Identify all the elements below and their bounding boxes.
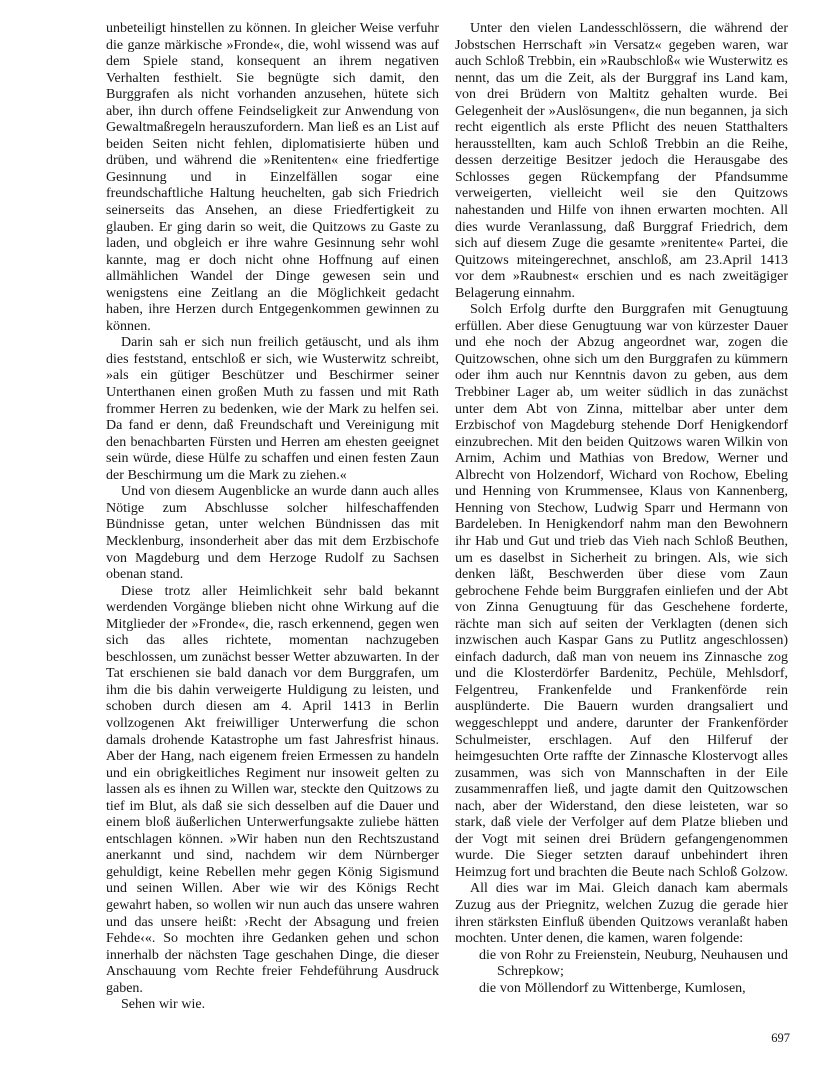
fehde-ally-list-item: die von Rohr zu Freienstein, Neuburg, Neuhausen und Schrepkow; xyxy=(479,947,788,980)
paragraph: All dies war im Mai. Gleich danach kam abermals Zuzug aus der Priegnitz, welchen Zuzug die gerade hier ihren stärksten Einfluß übenden Quitzows veranlaßt haben mochten. Unter denen, die kamen, waren folgende: xyxy=(455,881,788,947)
fehde-ally-list-item: die von Möllendorf zu Wittenberge, Kumlosen, xyxy=(479,980,746,996)
paragraph: Sehen wir wie. xyxy=(121,997,206,1013)
text-columns xyxy=(106,21,788,1014)
text-column-left xyxy=(106,21,439,1014)
paragraph: Diese trotz aller Heimlichkeit sehr bald bekannt werdenden Vorgänge blieben nicht ohne Wirkung auf die Mitglieder der »Fronde«, die, rasch erkennend, gegen wen sich das alles richtete, momentan nachzugeben beschlossen, um zunächst besser Wetter abzuwarten. In der Tat erschienen sie bald danach vor dem Burggrafen, um ihm die bis dahin verweigerte Huldigung zu leisten, und schoben durch diesen am 4. April 1413 in Berlin vollzogenen Akt freiwilliger Unterwerfung die schon damals drohende Katastrophe um fast Jahresfrist hinaus. Aber der Hang, nach eigenem freien Ermessen zu handeln und ein obrigkeitliches Regiment nur insoweit gelten zu lassen als es ihnen zu Willen war, steckte den Quitzows zu tief im Blut, als daß sie sich desselben auf die Dauer und einem bloß äußerlichen Unterwerfungsakte zuliebe hätten entschlagen können. »Wir haben nun den Rechtszustand anerkannt und sind, nachdem wir dem Nürnberger gehuldigt, keine Rebellen mehr gegen König Sigismund und seinen Willen. Aber wie wir des Königs Recht gewahrt haben, so wollen wir nun auch das unsere wahren und das unsere heißt: ›Recht der Absagung und freien Fehde‹«. So mochten ihre Gedanken gehen und schon innerhalb der nächsten Tage geschahen Dinge, die dieser Anschauung vom Rechte freier Fehdeführung Ausdruck gaben. xyxy=(106,583,439,996)
paragraph: Darin sah er sich nun freilich getäuscht, und als ihm dies feststand, entschloß er sich, wie Wusterwitz schreibt, »als ein gütiger Beschützer und Beschirmer seiner Unterthanen einen großen Muth zu fassen und mit Rath frommer Herren zu bedenken, wie der Mark zu helfen sei. Da fand er denn, daß Freundschaft und Vereinigung mit den benachbarten Fürsten und Herren am ehesten geeignet sein würde, diese Hülfe zu schaffen und einen festen Zaun der Beschirmung um die Mark zu ziehen.« xyxy=(106,335,439,483)
paragraph: Unter den vielen Landesschlössern, die während der Jobstschen Herrschaft »in Versatz« gegeben waren, war auch Schloß Trebbin, ein »Raubschloß« wie Wusterwitz es nennt, das um die Zeit, als der Burggraf ins Land kam, von drei Brüdern von Maltitz gehalten wurde. Bei Gelegenheit der »Auslösungen«, die nun begannen, ja sich recht eigentlich als erste Pflicht des neuen Statthalters herausstellten, kam auch Schloß Trebbin an die Reihe, dessen derzeitige Besitzer jedoch die Herausgabe des Schlosses gegen Rückempfang der Pfandsumme verweigerten, vielleicht weil sie den Quitzows nahestanden und Hilfe von ihnen erwarten mochten. All dies wurde Veranlassung, daß Burggraf Friedrich, dem sich auf diesem Zuge die gesamte »renitente« Partei, die Quitzows miteingerechnet, anschloß, am 23.April 1413 vor dem »Raubnest« erschien und es nach zweitägiger Belagerung einnahm. xyxy=(455,21,788,301)
paragraph: unbeteiligt hinstellen zu können. In gleicher Weise verfuhr die ganze märkische »Fronde«, die, wohl wissend was auf dem Spiele stand, konsequent an ihrem negativen Verhalten festhielt. Sie begnügte sich damit, den Burggrafen als nicht vorhanden anzusehen, hütete sich aber, ihn durch offene Feindseligkeit zur Anwendung von Gewaltmaßregeln herauszufordern. Man ließ es an List auf beiden Seiten nicht fehlen, diplomatisierte hüben und drüben, und während die »Renitenten« eine friedfertige Gesinnung und in Einzelfällen sogar eine freundschaftliche Haltung heuchelten, gab sich Friedrich seinerseits das Ansehen, an diese Friedfertigkeit zu glauben. Er ging darin so weit, die Quitzows zu Gaste zu laden, und obgleich er ihre wahre Gesinnung sehr wohl kannte, mag er doch nicht ohne Hoffnung auf einen allmählichen Wandel der Dinge gewesen sein und wenigstens eine Zeitlang an die Möglichkeit gedacht haben, ihre Herzen durch Entgegenkommen gewinnen zu können. xyxy=(106,21,439,334)
paragraph: Solch Erfolg durfte den Burggrafen mit Genugtuung erfüllen. Aber diese Genugtuung war von kürzester Dauer und ehe noch der Abzug angeordnet war, zogen die Quitzowschen, ohne sich um den Burggrafen zu kümmern oder ihm auch nur Kenntnis davon zu geben, aus dem Trebbiner Lager ab, um weiter südlich in das zunächst unter dem Abt von Zinna, mittelbar aber unter dem Erzbischof von Magdeburg stehende Dorf Henigkendorf einzubrechen. Mit den beiden Quitzows waren Wilkin von Arnim, Achim und Mathias von Bredow, Werner und Albrecht von Holzendorf, Wichard von Rochow, Ebeling und Henning von Krummensee, Klaus von Kannenberg, Henning von Stechow, Ludwig Sparr und Hermann von Bardeleben. In Henigkendorf nahm man den Bewohnern ihr Hab und Gut und trieb das Vieh nach Schloß Beuthen, um es daselbst in Sicherheit zu bringen. Als, wie sich denken läßt, Beschwerden über diese vom Zaun gebrochene Fehde beim Burggrafen einliefen und der Abt von Zinna Genugtuung für das Geschehene forderte, rächte man sich auf seiten der Verklagten (denen sich inzwischen auch Kaspar Gans zu Putlitz angeschlossen) einfach dadurch, daß man von neuem ins Zinnasche zog und die Klosterdörfer Bardenitz, Pechüle, Mehlsdorf, Felgentreu, Frankenfelde und Frankenförde rein ausplünderte. Die Bauern wurden drangsaliert und weggeschleppt und andere, darunter der Frankenförder Schulmeister, erschlagen. Auf den Hilferuf der heimgesuchten Orte raffte der Zinnasche Klostervogt alles zusammen, was sich von Mannschaften in der Eile zusammenraffen ließ, und jagte damit den Quitzowschen nach, aber der Widerstand, den diese leisteten, war so stark, daß viele der Verfolger auf dem Platze blieben und der Vogt mit seinen drei Brüdern gefangengenommen wurde. Die Sieger setzten darauf unbehindert ihren Heimzug fort und brachten die Beute nach Schloß Golzow. xyxy=(455,302,788,880)
text-column-right xyxy=(455,21,788,1014)
page-number: 697 xyxy=(771,1031,790,1045)
paragraph: Und von diesem Augenblicke an wurde dann auch alles Nötige zum Abschlusse solcher hilfeschaffenden Bündnisse getan, unter welchen Bündnissen das mit Mecklenburg, insonderheit aber das mit dem Erzbischofe von Magdeburg und dem Herzoge Rudolf zu Sachsen obenan stand. xyxy=(106,484,439,583)
